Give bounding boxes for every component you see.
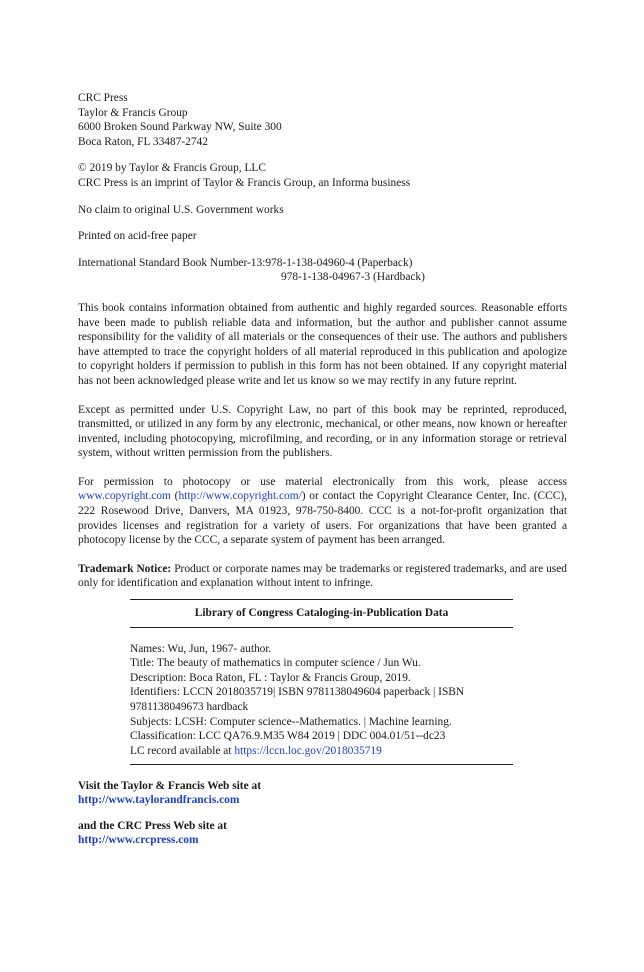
visit-crc-block (78, 819, 567, 847)
lccn-record-link[interactable]: https://lccn.loc.gov/2018035719 (234, 744, 382, 757)
disclaimer-paragraph: This book contains information obtained from authentic and highly regarded sources. Reasonable efforts have been made to publish reliable data and information, but the author and publisher cannot assume responsibility for the validity of all materials or the consequences of their use. The authors and publishers have attempted to trace the copyright holders of all material reproduced in this publication and apologize to copyright holders if permission to publish in this form has not been obtained. If any copyright material has not been acknowledged please write and let us know so we may rectify in any future reprint. (78, 301, 567, 387)
trademark-label: Trademark Notice: (78, 562, 172, 575)
isbn-block (78, 256, 567, 285)
copyright-url-link[interactable]: http://www.copyright.com/ (178, 490, 302, 503)
publisher-line: 6000 Broken Sound Parkway NW, Suite 300 (78, 121, 282, 134)
isbn-label: International Standard Book Number-13: (78, 256, 266, 269)
photocopy-paragraph (78, 475, 567, 548)
cip-line: Title: The beauty of mathematics in computer science / Jun Wu. (130, 657, 421, 670)
visit-taylor-label: Visit the Taylor & Francis Web site at (78, 780, 261, 793)
copyright-com-link[interactable]: www.copyright.com (78, 490, 171, 503)
photocopy-text: For permission to photocopy or use material electronically from this work, please access (78, 475, 567, 488)
printed-text: Printed on acid-free paper (78, 230, 197, 243)
cip-block (130, 599, 513, 765)
publisher-line: CRC Press (78, 92, 128, 104)
copyright-line: © 2019 by Taylor & Francis Group, LLC (78, 162, 266, 175)
visit-taylor-block (78, 779, 567, 807)
taylorandfrancis-link[interactable]: http://www.taylorandfrancis.com (78, 794, 240, 807)
cip-record-label: LC record available at (130, 744, 235, 757)
cip-record-line (130, 744, 513, 759)
cip-body (130, 628, 513, 765)
photocopy-text: ( (170, 490, 179, 503)
cip-line: Subjects: LCSH: Computer science--Mathematics. | Machine learning. (130, 715, 452, 728)
cip-title: Library of Congress Cataloging-in-Publication Data (194, 607, 449, 620)
cip-line: Names: Wu, Jun, 1967- author. (130, 642, 272, 655)
trademark-paragraph (78, 562, 567, 591)
cip-line: Identifiers: LCCN 2018035719| ISBN 9781138049604 paperback | ISBN (130, 686, 465, 699)
copyright-line: CRC Press is an imprint of Taylor & Francis Group, an Informa business (78, 176, 411, 189)
copyright-page (78, 91, 567, 847)
isbn-hardback: 978-1-138-04967-3 (Hardback) (281, 271, 425, 284)
no-claim-text: No claim to original U.S. Government works (78, 203, 284, 216)
photocopy-text: ) or contact the Copyright Clearance Center, Inc. (CCC), 222 Rosewood Drive, Danvers, MA 01923, 978-750-8400. CCC is a not-for-profit organization that provides licenses and registration for a variety of users. For organizations that have been granted a photocopy license by the CCC, a separate system of payment has been arranged. (78, 490, 567, 547)
cip-line: Classification: LCC QA76.9.M35 W84 2019 | DDC 004.01/51--dc23 (130, 730, 446, 743)
permission-paragraph: Except as permitted under U.S. Copyright Law, no part of this book may be reprinted, reproduced, transmitted, or utilized in any form by any electronic, mechanical, or other means, now known or hereafter invented, including photocopying, microfilming, and recording, or in any information storage or retrieval system, without written permission from the publishers. (78, 403, 567, 460)
trademark-text: Product or corporate names may be trademarks or registered trademarks, and are used only for identification and explanation without intent to infringe. (78, 562, 567, 590)
visit-crc-label: and the CRC Press Web site at (78, 820, 227, 833)
publisher-line: Boca Raton, FL 33487-2742 (78, 135, 208, 148)
crcpress-link[interactable]: http://www.crcpress.com (78, 834, 199, 847)
cip-line: 9781138049673 hardback (130, 701, 249, 713)
publisher-line: Taylor & Francis Group (78, 106, 188, 119)
isbn-paperback: 978-1-138-04960-4 (Paperback) (265, 256, 413, 269)
cip-line: Description: Boca Raton, FL : Taylor & Francis Group, 2019. (130, 671, 411, 684)
cip-bottom-rule (130, 764, 513, 765)
publisher-address (78, 91, 567, 149)
copyright-notice (78, 161, 567, 190)
